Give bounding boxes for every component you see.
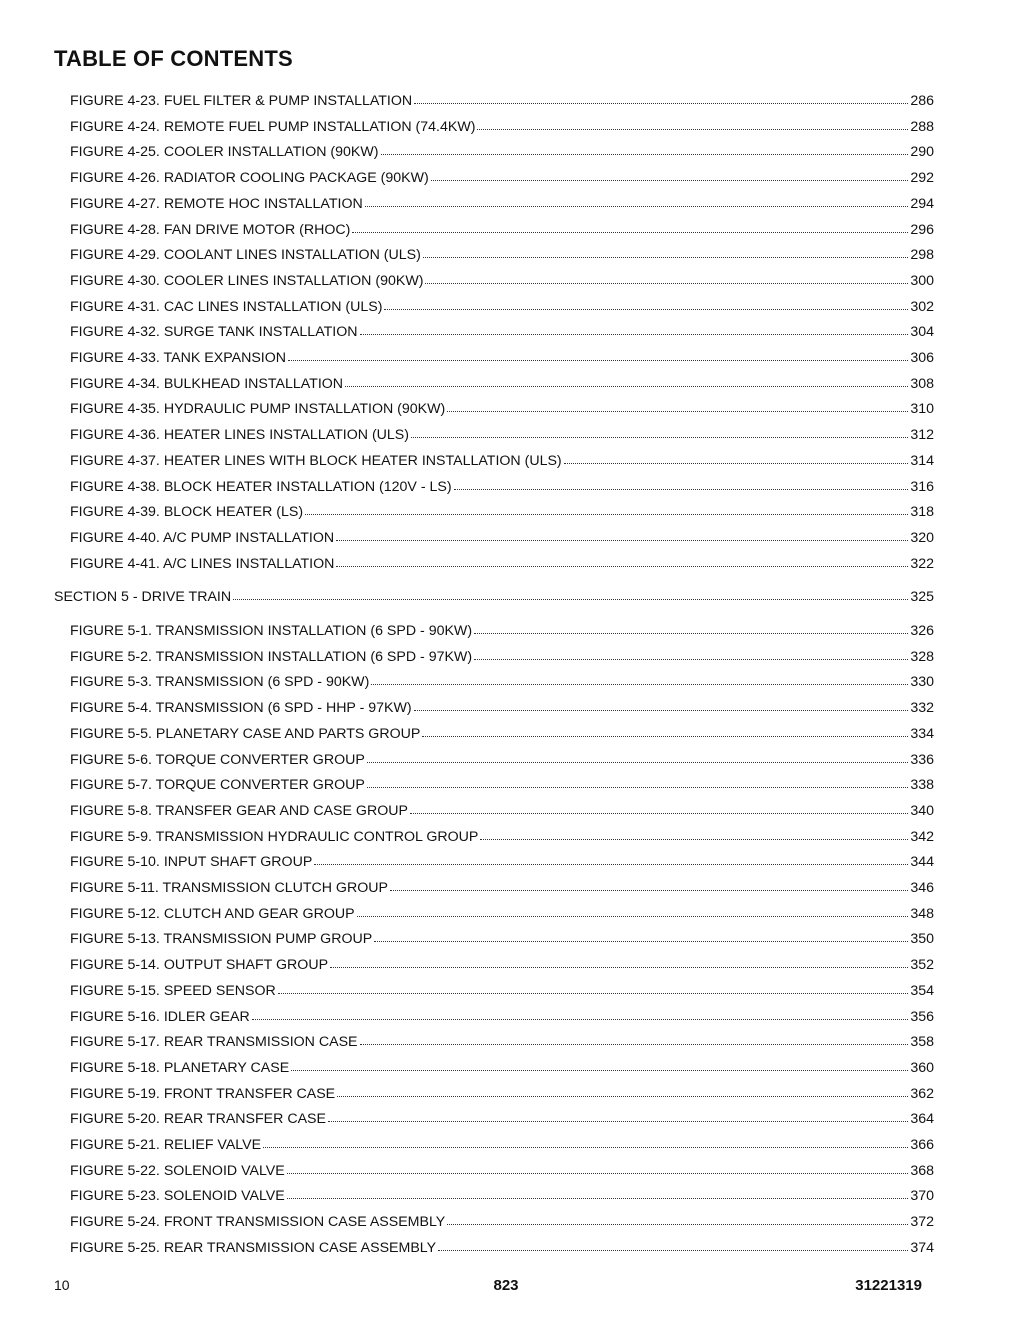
toc-entry-label: FIGURE 4-28. FAN DRIVE MOTOR (RHOC) bbox=[70, 221, 351, 238]
dot-leader bbox=[345, 376, 908, 388]
dot-leader bbox=[480, 829, 908, 841]
toc-figure-entry[interactable] bbox=[70, 853, 934, 871]
toc-entry-page: 370 bbox=[910, 1188, 934, 1205]
toc-entry-label: FIGURE 4-38. BLOCK HEATER INSTALLATION (120V - LS) bbox=[70, 478, 452, 495]
toc-entry-label: SECTION 5 - DRIVE TRAIN bbox=[54, 589, 232, 606]
toc-figure-entry[interactable] bbox=[70, 905, 934, 923]
toc-figure-entry[interactable] bbox=[70, 195, 934, 213]
dot-leader bbox=[414, 93, 908, 105]
toc-entry-label: FIGURE 5-13. TRANSMISSION PUMP GROUP bbox=[70, 931, 373, 948]
toc-figure-entry[interactable] bbox=[70, 1059, 934, 1077]
toc-entry-label: FIGURE 5-6. TORQUE CONVERTER GROUP bbox=[70, 751, 365, 768]
toc-entry-page: 316 bbox=[910, 478, 934, 495]
toc-figure-entry[interactable] bbox=[70, 246, 934, 264]
dot-leader bbox=[263, 1137, 908, 1149]
toc-entry-label: FIGURE 5-1. TRANSMISSION INSTALLATION (6 SPD - 90KW) bbox=[70, 623, 473, 639]
toc-figure-entry[interactable] bbox=[70, 879, 934, 897]
dot-leader bbox=[365, 196, 909, 208]
toc-entry-page: 292 bbox=[910, 170, 934, 187]
toc-figure-entry[interactable] bbox=[70, 776, 934, 794]
toc-entry-page: 368 bbox=[910, 1162, 934, 1179]
toc-entry-page: 300 bbox=[910, 272, 934, 289]
dot-leader bbox=[328, 1111, 908, 1123]
toc-entry-label: FIGURE 4-34. BULKHEAD INSTALLATION bbox=[70, 375, 344, 392]
dot-leader bbox=[410, 803, 908, 815]
toc-entry-label: FIGURE 5-5. PLANETARY CASE AND PARTS GROUP bbox=[70, 725, 421, 742]
toc-entry-label: FIGURE 4-35. HYDRAULIC PUMP INSTALLATION (90KW) bbox=[70, 401, 446, 418]
toc-entry-page: 328 bbox=[910, 648, 934, 665]
dot-leader bbox=[336, 556, 908, 568]
toc-entry-page: 314 bbox=[910, 452, 934, 469]
toc-entry-page: 302 bbox=[910, 298, 934, 315]
toc-entry-page: 350 bbox=[910, 931, 934, 948]
toc-figure-entry[interactable] bbox=[70, 1239, 934, 1257]
dot-leader bbox=[352, 222, 908, 234]
dot-leader bbox=[336, 530, 908, 542]
dot-leader bbox=[431, 170, 909, 182]
dot-leader bbox=[287, 1188, 909, 1200]
toc-entry-label: FIGURE 5-25. REAR TRANSMISSION CASE ASSEMBLY bbox=[70, 1239, 437, 1256]
toc-figure-entry[interactable] bbox=[70, 529, 934, 547]
toc-figure-entry[interactable] bbox=[70, 699, 934, 717]
toc-figure-entry[interactable] bbox=[70, 930, 934, 948]
toc-entry-page: 356 bbox=[910, 1008, 934, 1025]
toc-entry-label: FIGURE 5-19. FRONT TRANSFER CASE bbox=[70, 1085, 336, 1102]
toc-entry-label: FIGURE 4-36. HEATER LINES INSTALLATION (ULS) bbox=[70, 427, 409, 444]
toc-figure-entry[interactable] bbox=[70, 1085, 934, 1103]
toc-entry-page: 326 bbox=[910, 623, 934, 639]
toc-entry-page: 366 bbox=[910, 1137, 934, 1153]
toc-entry-page: 286 bbox=[910, 93, 934, 109]
dot-leader bbox=[288, 350, 908, 362]
toc-figure-entry[interactable] bbox=[70, 400, 934, 418]
toc-figure-entry[interactable] bbox=[70, 956, 934, 974]
dot-leader bbox=[337, 1086, 908, 1098]
dot-leader bbox=[447, 1214, 908, 1226]
toc-entry-page: 332 bbox=[910, 700, 934, 717]
toc-entry-page: 352 bbox=[910, 957, 934, 974]
dot-leader bbox=[477, 119, 908, 131]
toc-figure-entry[interactable] bbox=[70, 1136, 934, 1154]
toc-entry-label: FIGURE 4-32. SURGE TANK INSTALLATION bbox=[70, 324, 358, 341]
toc-entry-label: FIGURE 4-29. COOLANT LINES INSTALLATION (ULS) bbox=[70, 247, 421, 264]
dot-leader bbox=[438, 1240, 908, 1252]
toc-entry-page: 304 bbox=[910, 324, 934, 341]
toc-figure-entry[interactable] bbox=[70, 349, 934, 367]
toc-figure-entry[interactable] bbox=[70, 1213, 934, 1231]
toc-figure-entry[interactable] bbox=[70, 751, 934, 769]
dot-leader bbox=[305, 504, 908, 516]
dot-leader bbox=[252, 1009, 909, 1021]
toc-entry-page: 364 bbox=[910, 1111, 934, 1128]
dot-leader bbox=[357, 906, 909, 918]
toc-entry-page: 354 bbox=[910, 982, 934, 999]
toc-entry-page: 306 bbox=[910, 350, 934, 366]
toc-entry-page: 290 bbox=[910, 144, 934, 161]
toc-entry-page: 288 bbox=[910, 118, 934, 135]
dot-leader bbox=[411, 427, 908, 439]
toc-entry-label: FIGURE 5-22. SOLENOID VALVE bbox=[70, 1162, 285, 1179]
toc-entry-page: 340 bbox=[910, 802, 934, 819]
toc-entry-page: 330 bbox=[910, 674, 934, 691]
toc-entry-page: 294 bbox=[910, 195, 934, 212]
toc-figure-entry[interactable] bbox=[70, 673, 934, 691]
toc-entry-page: 322 bbox=[910, 555, 934, 572]
toc-entry-page: 338 bbox=[910, 777, 934, 794]
toc-figure-entry[interactable] bbox=[70, 725, 934, 743]
toc-figure-entry[interactable] bbox=[70, 503, 934, 521]
toc-figure-entry[interactable] bbox=[70, 375, 934, 393]
toc-figure-entry[interactable] bbox=[70, 982, 934, 1000]
toc-entry-label: FIGURE 4-26. RADIATOR COOLING PACKAGE (90KW) bbox=[70, 170, 429, 187]
toc-figure-entry[interactable] bbox=[70, 478, 934, 496]
toc-figure-entry[interactable] bbox=[70, 272, 934, 290]
toc-entry-page: 344 bbox=[910, 854, 934, 871]
toc-entry-page: 334 bbox=[910, 725, 934, 742]
toc-entry-label: FIGURE 5-18. PLANETARY CASE bbox=[70, 1059, 290, 1076]
toc-entry-page: 358 bbox=[910, 1034, 934, 1051]
toc-entry-label: FIGURE 5-7. TORQUE CONVERTER GROUP bbox=[70, 777, 365, 794]
footer-doc-number: 31221319 bbox=[855, 1277, 922, 1294]
toc-figure-entry[interactable] bbox=[70, 555, 934, 573]
toc-figure-entry[interactable] bbox=[70, 622, 934, 640]
dot-leader bbox=[390, 880, 908, 892]
toc-entry-label: FIGURE 5-23. SOLENOID VALVE bbox=[70, 1188, 285, 1205]
toc-entry-label: FIGURE 4-25. COOLER INSTALLATION (90KW) bbox=[70, 144, 379, 161]
toc-figure-entry[interactable] bbox=[70, 1162, 934, 1180]
dot-leader bbox=[314, 854, 908, 866]
dot-leader bbox=[330, 957, 908, 969]
toc-entry-label: FIGURE 5-20. REAR TRANSFER CASE bbox=[70, 1111, 326, 1128]
toc-entry-label: FIGURE 5-3. TRANSMISSION (6 SPD - 90KW) bbox=[70, 674, 370, 691]
toc-figure-entry[interactable] bbox=[70, 828, 934, 846]
toc-entry-label: FIGURE 5-14. OUTPUT SHAFT GROUP bbox=[70, 957, 329, 974]
toc-entry-label: FIGURE 4-39. BLOCK HEATER (LS) bbox=[70, 504, 304, 521]
toc-entry-page: 348 bbox=[910, 905, 934, 922]
dot-leader bbox=[381, 144, 909, 156]
dot-leader bbox=[425, 273, 908, 285]
dot-leader bbox=[360, 1034, 909, 1046]
toc-figure-entry[interactable] bbox=[70, 648, 934, 666]
dot-leader bbox=[414, 700, 909, 712]
toc-entry-label: FIGURE 5-12. CLUTCH AND GEAR GROUP bbox=[70, 905, 355, 922]
dot-leader bbox=[374, 931, 908, 943]
toc-entry-label: FIGURE 5-11. TRANSMISSION CLUTCH GROUP bbox=[70, 880, 388, 896]
toc-entry-label: FIGURE 4-40. A/C PUMP INSTALLATION bbox=[70, 529, 335, 546]
toc-entry-label: FIGURE 5-10. INPUT SHAFT GROUP bbox=[70, 854, 313, 871]
dot-leader bbox=[233, 589, 908, 601]
toc-figure-entry[interactable] bbox=[70, 1110, 934, 1128]
page-title: TABLE OF CONTENTS bbox=[54, 46, 293, 71]
toc-figure-entry[interactable] bbox=[70, 1187, 934, 1205]
toc-entry-label: FIGURE 4-30. COOLER LINES INSTALLATION (90KW) bbox=[70, 272, 424, 289]
dot-leader bbox=[384, 299, 908, 311]
toc-entry-page: 336 bbox=[910, 751, 934, 768]
toc-figure-entry[interactable] bbox=[70, 298, 934, 316]
toc-figure-entry[interactable] bbox=[70, 323, 934, 341]
toc-section-entry[interactable] bbox=[54, 588, 934, 606]
toc-entry-label: FIGURE 4-23. FUEL FILTER & PUMP INSTALLATION bbox=[70, 93, 413, 109]
toc-figure-entry[interactable] bbox=[70, 143, 934, 161]
footer-center-number: 823 bbox=[493, 1277, 519, 1294]
toc-entry-page: 372 bbox=[910, 1214, 934, 1231]
dot-leader bbox=[564, 453, 909, 465]
toc-entry-label: FIGURE 5-15. SPEED SENSOR bbox=[70, 982, 276, 999]
toc-figure-entry[interactable] bbox=[70, 92, 934, 110]
toc-figure-entry[interactable] bbox=[70, 1033, 934, 1051]
dot-leader bbox=[423, 247, 909, 259]
toc-entry-label: FIGURE 4-31. CAC LINES INSTALLATION (ULS) bbox=[70, 298, 383, 315]
dot-leader bbox=[360, 324, 909, 336]
toc-entry-label: FIGURE 5-9. TRANSMISSION HYDRAULIC CONTROL GROUP bbox=[70, 828, 479, 845]
toc-figure-entry[interactable] bbox=[70, 118, 934, 136]
toc-entry-label: FIGURE 5-24. FRONT TRANSMISSION CASE ASSEMBLY bbox=[70, 1214, 446, 1231]
toc-entry-label: FIGURE 5-16. IDLER GEAR bbox=[70, 1008, 250, 1025]
toc-entry-page: 296 bbox=[910, 221, 934, 238]
toc-figure-entry[interactable] bbox=[70, 1008, 934, 1026]
dot-leader bbox=[371, 674, 908, 686]
dot-leader bbox=[474, 649, 908, 661]
toc-entry-label: FIGURE 4-33. TANK EXPANSION bbox=[70, 350, 287, 366]
dot-leader bbox=[454, 479, 909, 491]
toc-entry-page: 325 bbox=[910, 589, 934, 606]
toc-entry-page: 374 bbox=[910, 1239, 934, 1256]
dot-leader bbox=[474, 623, 908, 635]
toc-entry-label: FIGURE 4-27. REMOTE HOC INSTALLATION bbox=[70, 195, 363, 212]
toc-entry-label: FIGURE 5-8. TRANSFER GEAR AND CASE GROUP bbox=[70, 802, 408, 819]
toc-entry-page: 360 bbox=[910, 1059, 934, 1076]
dot-leader bbox=[291, 1060, 908, 1072]
dot-leader bbox=[447, 401, 908, 413]
toc-entry-page: 312 bbox=[910, 427, 934, 444]
toc-figure-entry[interactable] bbox=[70, 221, 934, 239]
toc-entry-label: FIGURE 5-4. TRANSMISSION (6 SPD - HHP - 97KW) bbox=[70, 700, 412, 717]
toc-entry-label: FIGURE 4-37. HEATER LINES WITH BLOCK HEATER INSTALLATION (ULS) bbox=[70, 452, 562, 469]
toc-entry-page: 298 bbox=[910, 247, 934, 264]
toc-entry-page: 310 bbox=[910, 401, 934, 418]
toc-entry-page: 362 bbox=[910, 1085, 934, 1102]
toc-entry-page: 320 bbox=[910, 529, 934, 546]
toc-entry-page: 318 bbox=[910, 504, 934, 521]
dot-leader bbox=[287, 1163, 909, 1175]
dot-leader bbox=[367, 752, 908, 764]
toc-entry-label: FIGURE 4-41. A/C LINES INSTALLATION bbox=[70, 555, 335, 572]
toc-figure-entry[interactable] bbox=[70, 452, 934, 470]
toc-entry-label: FIGURE 5-17. REAR TRANSMISSION CASE bbox=[70, 1034, 358, 1051]
footer-page-number: 10 bbox=[54, 1277, 70, 1293]
toc-entry-page: 308 bbox=[910, 375, 934, 392]
toc-entry-label: FIGURE 5-2. TRANSMISSION INSTALLATION (6 SPD - 97KW) bbox=[70, 648, 473, 665]
dot-leader bbox=[278, 983, 909, 995]
toc-figure-entry[interactable] bbox=[70, 426, 934, 444]
toc-entry-label: FIGURE 5-21. RELIEF VALVE bbox=[70, 1137, 262, 1153]
toc-figure-entry[interactable] bbox=[70, 802, 934, 820]
dot-leader bbox=[422, 726, 908, 738]
toc-figure-entry[interactable] bbox=[70, 169, 934, 187]
toc-entry-label: FIGURE 4-24. REMOTE FUEL PUMP INSTALLATION (74.4KW) bbox=[70, 118, 476, 135]
toc-entry-page: 346 bbox=[910, 880, 934, 896]
dot-leader bbox=[367, 777, 908, 789]
toc-entry-page: 342 bbox=[910, 828, 934, 845]
